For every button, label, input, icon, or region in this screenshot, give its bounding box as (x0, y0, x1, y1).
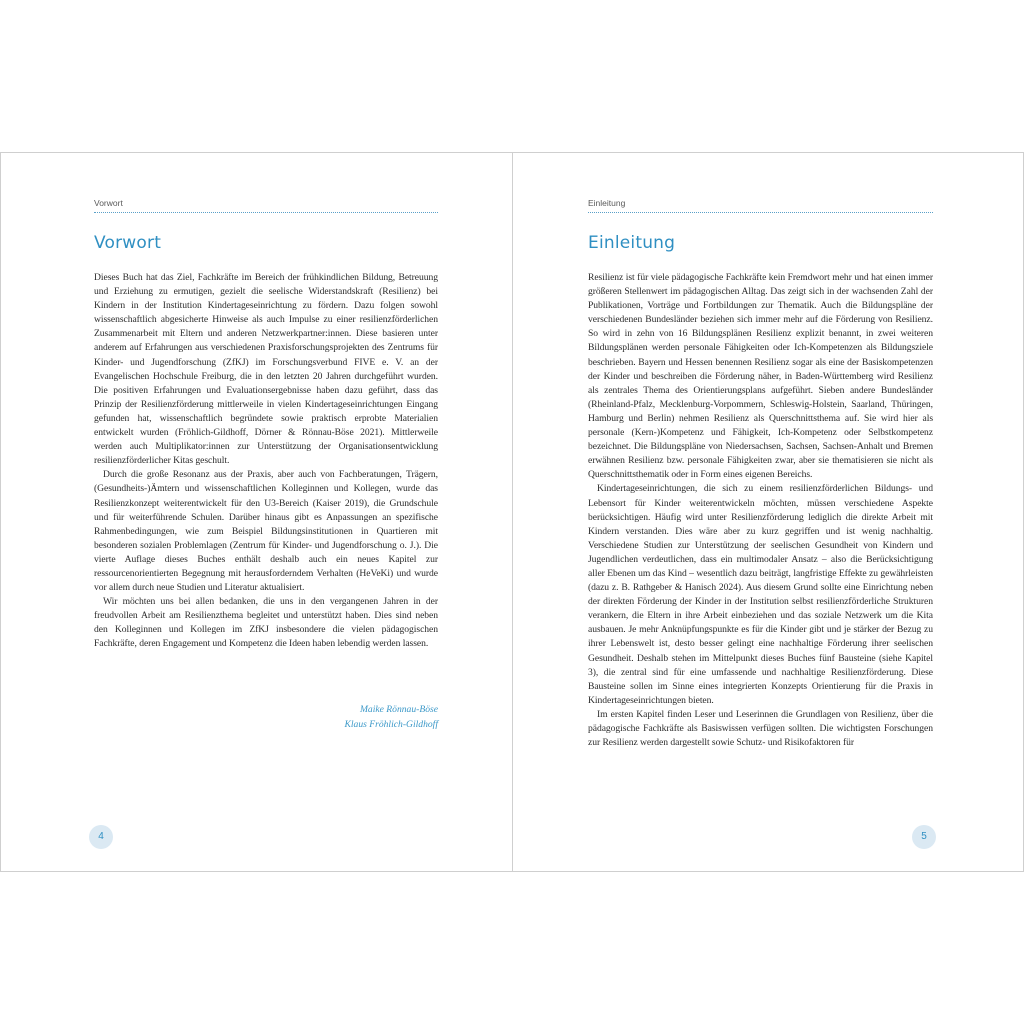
paragraph: Im ersten Kapitel finden Leser und Leserinnen die Grundlagen von Resilienz, über die pädagogische Fachkräfte als Basiswissen verfügen sollten. Die wichtigsten Forschungen zur Resilienz werden dargestellt sowie Schutz- und Risikofaktoren für (588, 708, 933, 749)
running-head: Einleitung (588, 198, 933, 213)
running-head: Vorwort (94, 198, 438, 213)
chapter-title: Vorwort (94, 233, 162, 253)
body-text (94, 271, 438, 652)
page-number: 4 (89, 825, 113, 849)
author-name: Klaus Fröhlich-Gildhoff (344, 718, 438, 730)
body-text (588, 271, 933, 750)
page-number: 5 (912, 825, 936, 849)
page-gutter (512, 153, 513, 871)
author-signatures (344, 703, 438, 732)
paragraph: Durch die große Resonanz aus der Praxis, aber auch von Fachberatungen, Trägern, (Gesundheits-)Ämtern und wissenschaftlichen Kolleginnen und Kollegen, wurde das Resilienzkonzept weiterentwickelt für den U3-Bereich (Kaiser 2019), die Grundschule und für weiterführende Schulen. Darüber hinaus gibt es Anpassungen an spezifische Rahmenbedingungen, wie zum Beispiel Bildungsinstitutionen in Quartieren mit besonderen sozialen Problemlagen (Zentrum für Kinder- und Jugendforschung o. J.). Die vierte Auflage dieses Buches enthält deshalb auch ein neues Kapitel zur ressourcenorientierten Begegnung mit herausforderndem Verhalten (HeVeKi) und wurde vor allem durch neue Studien und Literatur aktualisiert. (94, 469, 438, 594)
author-name: Maike Rönnau-Böse (359, 704, 438, 715)
paragraph: Kindertageseinrichtungen, die sich zu einem resilienzförderlichen Bildungs- und Lebensort für Kinder weiterentwickeln möchten, müssen verschiedene Aspekte berücksichtigen. Häufig wird unter Resilienzförderung lediglich die direkte Arbeit mit Kindern verstanden. Dies wäre aber zu kurz gegriffen und ist wenig nachhaltig. Verschiedene Studien zur Unterstützung der seelischen Gesundheit von Kindern und Jugendlichen verdeutlichen, dass ein multimodaler Ansatz – also die Berücksichtigung aller Ebenen um das Kind – wesentlich dazu beiträgt, langfristige Effekte zu gewährleisten (dazu z. B. Rathgeber & Hanisch 2024). Aus diesem Grund sollte eine Einrichtung neben der direkten Förderung der Kinder in der Institution selbst resilienzförderliche Strukturen verankern, die Eltern in ihre Arbeit einbeziehen und das soziale Netzwerk um die Kita ausbauen. Je mehr Anknüpfungspunkte es für die Kinder gibt und je stärker der Bezug zu ihrer Lebenswelt ist, desto besser gelingt eine nachhaltige Förderung ihrer seelischen Gesundheit. Deshalb stehen im Mittelpunkt dieses Buches fünf Bausteine (siehe Kapitel 3), die zentral sind für eine umfassende und nachhaltige Resilienzförderung. Diese Bausteine sollen im Sinne eines integrierten Konzepts Orientierung für die Praxis in Kindertageseinrichtungen bieten. (588, 483, 933, 706)
book-spread (0, 152, 1024, 872)
paragraph: Resilienz ist für viele pädagogische Fachkräfte kein Fremdwort mehr und hat einen immer größeren Stellenwert im pädagogischen Alltag. Das zeigt sich in der wachsenden Zahl der Publikationen, Vorträge und Fortbildungen zur Thematik. Auch die Bildungspläne der verschiedenen Bundesländer beziehen sich immer mehr auf die Förderung von Resilienz. So wird in zehn von 16 Bildungsplänen Resilienz explizit benannt, in zwei weiteren Bildungsplänen werden personale Fähigkeiten oder Ich-Kompetenzen als Bildungsziele beschrieben. Bayern und Hessen benennen Resilienz sogar als eine der Basiskompetenzen der Kinder und beschreiben die Förderung näher, in Baden-Württemberg wird Resilienz als zentrales Thema des Orientierungsplans aufgeführt. Sieben andere Bundesländer (Rheinland-Pfalz, Mecklenburg-Vorpommern, Schleswig-Holstein, Saarland, Thüringen, Hamburg und Berlin) nehmen Resilienz als Querschnittsthema auf. Sie wird hier als personale (Kern-)Kompetenz und Fähigkeit, Ich-Kompetenz oder Selbstkompetenz bezeichnet. Die Bildungspläne von Niedersachsen, Sachsen, Sachsen-Anhalt und Bremen erwähnen Resilienz bzw. personale Fähigkeiten zwar, aber sie thematisieren sie nicht als Querschnittsthematik oder in Form eines eigenen Bereichs. (588, 272, 933, 481)
right-page (588, 153, 933, 871)
chapter-title: Einleitung (588, 233, 676, 253)
paragraph: Wir möchten uns bei allen bedanken, die uns in den vergangenen Jahren in der freudvollen Arbeit am Resilienzthema begleitet und unterstützt haben. Dies sind neben den Kolleginnen und Kollegen im ZfKJ insbesondere die vielen pädagogischen Fachkräfte, deren Engagement und Kompetenz die Ideen haben lebendig werden lassen. (94, 596, 438, 650)
left-page (94, 153, 438, 871)
paragraph: Dieses Buch hat das Ziel, Fachkräfte im Bereich der frühkindlichen Bildung, Betreuung und Erziehung zu ermutigen, gezielt die seelische Widerstandskraft (Resilienz) bei Kindern in der Institution Kindertageseinrichtung zu fördern. Dazu folgen sowohl wissenschaftlich abgesicherte Hinweise als auch Impulse zu einer resilienzförderlichen Zusammenarbeit mit Eltern und anderen Netzwerkpartner:innen. Diese basieren unter anderem auf Erfahrungen aus verschiedenen Praxisforschungsprojekten des Zentrums für Kinder- und Jugendforschung (ZfKJ) im Forschungsverbund FIVE e. V. an der Evangelischen Hochschule Freiburg, die in den letzten 20 Jahren durchgeführt wurden. Die positiven Erfahrungen und Evaluationsergebnisse haben dazu geführt, dass das Prinzip der Resilienzförderung mittlerweile in vielen Kindertageseinrichtungen Eingang gefunden hat, wissenschaftlich begründete sowie praktisch erprobte Materialien entwickelt wurden (Fröhlich-Gildhoff, Dörner & Rönnau-Böse 2021). Mittlerweile werden auch Multiplikator:innen zur Unterstützung der Organisationsentwicklung resilienzförderlicher Kitas geschult. (94, 272, 438, 467)
